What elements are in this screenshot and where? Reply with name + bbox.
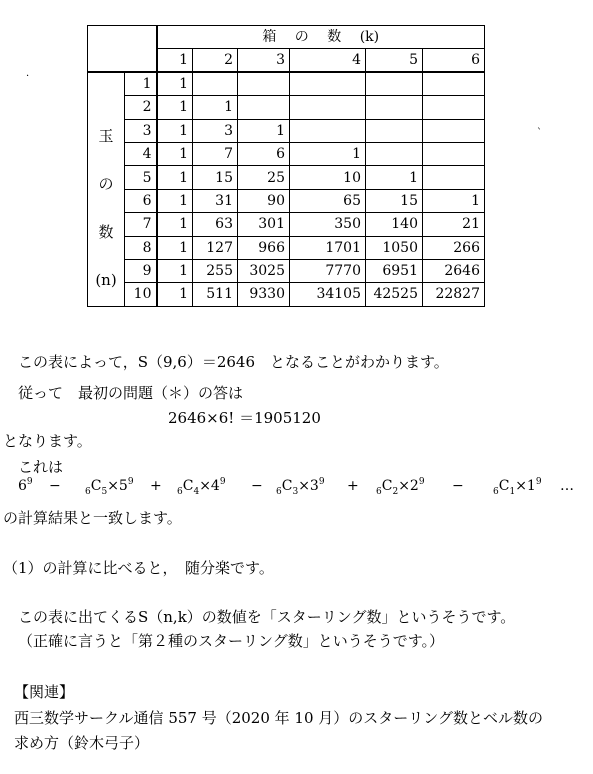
table-cell: 25 — [238, 166, 290, 189]
table-cell: 1701 — [290, 236, 366, 259]
table-row — [88, 96, 485, 119]
table-cell — [423, 119, 485, 142]
k-header: 6 — [423, 49, 485, 72]
formula-term: $_6C_4\times 4^9$ — [177, 477, 226, 497]
table-cell: 65 — [290, 189, 366, 212]
text-line: 西三数学サークル通信 557 号（2020 年 10 月）のスターリング数とベル数の — [14, 709, 543, 727]
text-line: となります。 — [3, 432, 92, 450]
table-cell: 9330 — [238, 283, 290, 306]
table-cell — [290, 72, 366, 95]
side-label-char: 数 — [98, 223, 114, 242]
table-cell — [423, 72, 485, 95]
table-cell — [193, 72, 238, 95]
table-cell: 15 — [366, 189, 423, 212]
table-cell — [366, 119, 423, 142]
summation-formula — [0, 478, 593, 500]
table-cell — [423, 142, 485, 165]
table-cell: 266 — [423, 236, 485, 259]
table-cell: 1 — [423, 189, 485, 212]
formula-operator: − — [49, 478, 61, 494]
table-cell — [366, 72, 423, 95]
table-cell: 966 — [238, 236, 290, 259]
formula-operator: + — [150, 478, 162, 494]
table-cell: 3025 — [238, 259, 290, 282]
table-row — [88, 236, 485, 259]
text-line: 2646×6! ＝1905120 — [168, 409, 321, 427]
table-cell: 301 — [238, 213, 290, 236]
n-value: 9 — [125, 259, 157, 282]
table-cell: 1050 — [366, 236, 423, 259]
table-cell: 21 — [423, 213, 485, 236]
table-cell — [366, 96, 423, 119]
k-header: 3 — [238, 49, 290, 72]
table-cell — [238, 72, 290, 95]
text-line: 求め方（鈴木弓子） — [14, 734, 150, 752]
table-cell: 1 — [157, 283, 193, 306]
side-label-char: の — [98, 175, 114, 194]
table-cell: 3 — [193, 119, 238, 142]
table-cell: 2646 — [423, 259, 485, 282]
table-cell: 1 — [157, 213, 193, 236]
table-cell: 63 — [193, 213, 238, 236]
n-value: 7 — [125, 213, 157, 236]
table-cell: 10 — [290, 166, 366, 189]
table-cell: 22827 — [423, 283, 485, 306]
text-line: この表に出てくるS（n,k）の数値を「スターリング数」というそうです。 — [18, 608, 516, 626]
table-cell: 1 — [157, 236, 193, 259]
table-cell: 1 — [157, 119, 193, 142]
formula-operator: − — [452, 478, 464, 494]
table-cell: 127 — [193, 236, 238, 259]
table-cell: 42525 — [366, 283, 423, 306]
table-cell: 350 — [290, 213, 366, 236]
table-cell: 1 — [157, 189, 193, 212]
formula-operator: − — [251, 478, 263, 494]
stray-mark: ˋ — [537, 128, 542, 139]
box-count-header: 箱 の 数 (k) — [157, 26, 485, 49]
table-cell: 140 — [366, 213, 423, 236]
table-cell: 1 — [366, 166, 423, 189]
related-heading: 【関連】 — [14, 683, 75, 701]
table-row — [88, 283, 485, 306]
table-cell: 1 — [157, 142, 193, 165]
table-cell — [238, 96, 290, 119]
table-row — [88, 142, 485, 165]
text-line: （正確に言うと「第２種のスターリング数」というそうです。） — [18, 632, 445, 650]
n-value: 3 — [125, 119, 157, 142]
table-cell — [423, 96, 485, 119]
stray-mark: · — [26, 71, 30, 82]
n-value: 8 — [125, 236, 157, 259]
table-cell — [366, 142, 423, 165]
n-value: 6 — [125, 189, 157, 212]
n-value: 2 — [125, 96, 157, 119]
formula-ellipsis: … — [560, 478, 574, 494]
formula-term: $_6C_3\times 3^9$ — [276, 477, 325, 497]
table-cell: 7 — [193, 142, 238, 165]
stirling-table — [87, 25, 485, 307]
table-cell: 1 — [290, 142, 366, 165]
table-cell: 1 — [157, 72, 193, 95]
ball-count-label — [88, 72, 125, 306]
k-header: 2 — [193, 49, 238, 72]
k-header: 1 — [157, 49, 193, 72]
table-cell: 34105 — [290, 283, 366, 306]
table-corner — [88, 26, 157, 73]
formula-term: $_6C_5\times 5^9$ — [85, 477, 134, 497]
n-value: 4 — [125, 142, 157, 165]
table-cell: 255 — [193, 259, 238, 282]
formula-term: $_6C_2\times 2^9$ — [376, 477, 425, 497]
table-cell — [290, 119, 366, 142]
text-line: 従って 最初の問題（＊）の答は — [18, 384, 244, 402]
table-cell: 7770 — [290, 259, 366, 282]
table-cell: 1 — [157, 259, 193, 282]
table-cell: 1 — [238, 119, 290, 142]
n-value: 10 — [125, 283, 157, 306]
table-cell: 15 — [193, 166, 238, 189]
table-row — [88, 166, 485, 189]
side-label-char: (n) — [95, 271, 117, 290]
table-cell: 6 — [238, 142, 290, 165]
text-line: の計算結果と一致します。 — [3, 509, 182, 527]
n-value: 1 — [125, 72, 157, 95]
table-cell: 1 — [157, 96, 193, 119]
table-row — [88, 213, 485, 236]
table-cell: 1 — [157, 166, 193, 189]
table-row — [88, 189, 485, 212]
side-label-char: 玉 — [98, 127, 114, 146]
table-cell — [290, 96, 366, 119]
table-cell: 90 — [238, 189, 290, 212]
table-row — [88, 119, 485, 142]
text-line: この表によって，S（9,6）＝2646 となることがわかります。 — [18, 353, 449, 371]
table-row — [88, 72, 485, 95]
table-cell — [423, 166, 485, 189]
table-cell: 511 — [193, 283, 238, 306]
table-row — [88, 259, 485, 282]
formula-term: $6^9$ — [18, 477, 33, 494]
k-header: 4 — [290, 49, 366, 72]
n-value: 5 — [125, 166, 157, 189]
k-header: 5 — [366, 49, 423, 72]
table-cell: 31 — [193, 189, 238, 212]
text-line: これは — [18, 458, 64, 476]
formula-term: $_6C_1\times 1^9$ — [493, 477, 542, 497]
text-line: （1）の計算に比べると， 随分楽です。 — [3, 559, 274, 577]
table-cell: 1 — [193, 96, 238, 119]
table-cell: 6951 — [366, 259, 423, 282]
formula-operator: + — [347, 478, 359, 494]
